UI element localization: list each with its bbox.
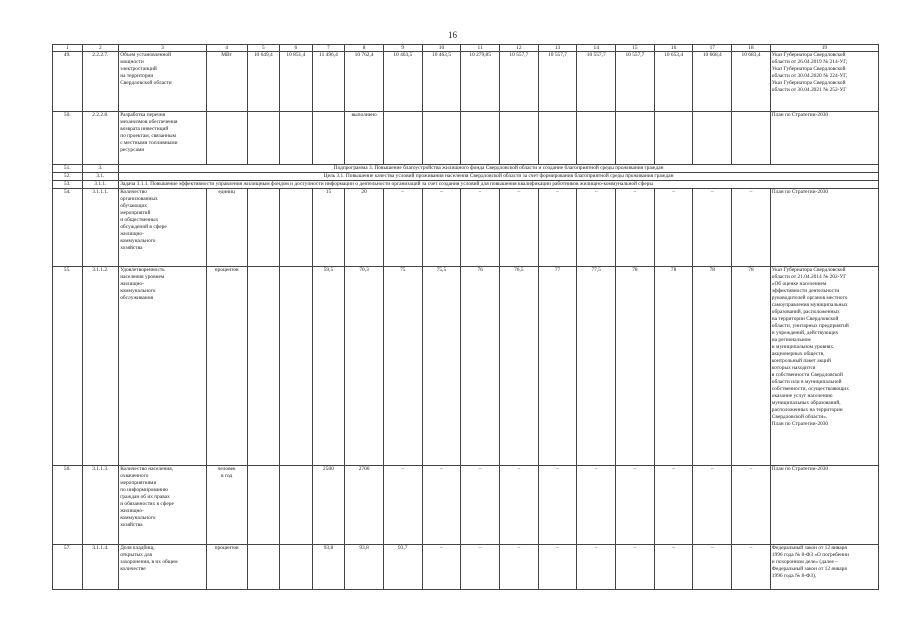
- value-cell: –: [577, 189, 616, 267]
- header-cell: 13: [538, 45, 577, 52]
- indicators-table: [52, 44, 879, 590]
- value-cell: 10 463,5: [422, 52, 461, 112]
- table-row: [53, 267, 879, 466]
- row-number: 49.: [53, 52, 83, 112]
- header-cell: 17: [693, 45, 732, 52]
- value-cell: –: [577, 545, 616, 590]
- header-cell: 8: [345, 45, 384, 52]
- value-cell: 78: [693, 267, 732, 466]
- value-cell: [247, 189, 280, 267]
- value-cell: –: [732, 466, 771, 545]
- source-cell: План по Стратегии-2030: [770, 189, 878, 267]
- header-cell: 12: [499, 45, 538, 52]
- value-cell: 2500: [312, 466, 345, 545]
- value-cell: 10 649,4: [247, 52, 280, 112]
- header-cell: 15: [616, 45, 655, 52]
- value-cell: –: [499, 189, 538, 267]
- indicator-name: Объем установленной мощности электростанций на территории Свердловской области: [119, 52, 207, 112]
- header-cell: 14: [577, 45, 616, 52]
- header-cell: 11: [461, 45, 500, 52]
- value-cell: [693, 112, 732, 165]
- row-code: 3.1.: [82, 173, 119, 181]
- table-row: [53, 189, 879, 267]
- unit: единиц: [206, 189, 247, 267]
- header-cell: 2: [82, 45, 119, 52]
- value-cell: [247, 112, 280, 165]
- value-cell: [461, 112, 500, 165]
- row-number: 56.: [53, 466, 83, 545]
- value-cell: 20: [345, 189, 384, 267]
- value-cell: 75: [383, 267, 422, 466]
- source-cell: Указ Губернатора Свердловской области от 21.04.2014 № 202-УГ «Об оценке населением эффективности деятельности руководителей органов местного самоуправления муниципальных образований, расположенных на территории Свердловской области, унитарных предприятий и учреждений, действующих на региональном и муниципальном уровнях, акционерных обществ, контрольный пакет акций которых находится в собственности Свердловской области или в муниципальной собственности, осуществляющих оказание услуг населению муниципальных образований, расположенных на территории Свердловской области». План по Стратегии-2030: [770, 267, 878, 466]
- row-code: 3.1.1.3.: [82, 466, 119, 545]
- header-cell: 4: [206, 45, 247, 52]
- value-cell: 10 557,7: [577, 52, 616, 112]
- value-cell: [538, 112, 577, 165]
- value-cell: 10 557,7: [538, 52, 577, 112]
- value-cell: 78: [654, 267, 693, 466]
- row-code: 3.: [82, 165, 119, 173]
- source-cell: План по Стратегии-2030: [770, 112, 878, 165]
- value-cell: –: [654, 545, 693, 590]
- value-cell: –: [499, 545, 538, 590]
- page-number: 16: [448, 30, 457, 40]
- section-row: [53, 181, 879, 189]
- value-cell: –: [461, 189, 500, 267]
- row-code: 3.1.1.2.: [82, 267, 119, 466]
- section-row: [53, 165, 879, 173]
- indicator-name: Разработка перечня механизмов обеспечения возврата инвестиций по проектам, связанным с местными топливными ресурсами: [119, 112, 207, 165]
- value-cell: выполнено: [345, 112, 384, 165]
- value-cell: 76: [461, 267, 500, 466]
- value-cell: [247, 466, 280, 545]
- unit: процентов: [206, 267, 247, 466]
- value-cell: –: [538, 189, 577, 267]
- value-cell: 78: [732, 267, 771, 466]
- value-cell: [280, 466, 313, 545]
- value-cell: [280, 545, 313, 590]
- value-cell: –: [616, 189, 655, 267]
- value-cell: [280, 112, 313, 165]
- value-cell: –: [422, 545, 461, 590]
- indicator-name: Удовлетворенность населения уровнем жилищно- коммунального обслуживания: [119, 267, 207, 466]
- value-cell: 93,8: [312, 545, 345, 590]
- header-cell: 18: [732, 45, 771, 52]
- row-code: 3.1.1.1.: [82, 189, 119, 267]
- goal-title: Цель 3.1. Повышение качества условий проживания населения Свердловской области за счет формирования благоприятной среды проживания граждан: [119, 173, 879, 181]
- row-number: 52.: [53, 173, 83, 181]
- value-cell: [422, 112, 461, 165]
- table-row: [53, 466, 879, 545]
- value-cell: 78: [616, 267, 655, 466]
- header-cell: 5: [247, 45, 280, 52]
- task-title: Задача 3.1.1. Повышение эффективности управления жилищным фондом и доступности информации о деятельности организаций за счет создания условий для повышения квалификации работников жилищно-коммунальной сферы: [119, 181, 879, 189]
- header-cell: 9: [383, 45, 422, 52]
- value-cell: [280, 189, 313, 267]
- indicator-name: Доля кладбищ, открытых для захоронения, в их общем количестве: [119, 545, 207, 590]
- value-cell: [247, 545, 280, 590]
- value-cell: –: [577, 466, 616, 545]
- source-cell: Указ Губернатора Свердловской области от 26.04.2019 № 214-УГ, Указ Губернатора Свердловской области от 30.04.2020 № 224-УГ, Указ Губернатора Свердловской области от 30.04.2021 № 252-УГ: [770, 52, 878, 112]
- value-cell: 10 557,7: [616, 52, 655, 112]
- value-cell: –: [383, 466, 422, 545]
- row-number: 53.: [53, 181, 83, 189]
- row-number: 51.: [53, 165, 83, 173]
- value-cell: 70,3: [345, 267, 384, 466]
- value-cell: –: [654, 189, 693, 267]
- row-code: 2.2.2.7.: [82, 52, 119, 112]
- header-row: [53, 45, 879, 52]
- value-cell: [312, 112, 345, 165]
- value-cell: –: [538, 545, 577, 590]
- table-row: [53, 112, 879, 165]
- value-cell: –: [422, 189, 461, 267]
- source-cell: План по Стратегии-2030: [770, 466, 878, 545]
- value-cell: 77: [538, 267, 577, 466]
- value-cell: [577, 112, 616, 165]
- value-cell: –: [693, 466, 732, 545]
- row-code: 2.2.2.8.: [82, 112, 119, 165]
- row-number: 55.: [53, 267, 83, 466]
- unit: процентов: [206, 545, 247, 590]
- value-cell: –: [499, 466, 538, 545]
- value-cell: 10 279,85: [461, 52, 500, 112]
- source-cell: Федеральный закон от 12 января 1996 года № 8-ФЗ «О погребении и похоронном деле» (далее – Федеральный закон от 12 января 1996 года № 8-ФЗ),: [770, 545, 878, 590]
- row-number: 54.: [53, 189, 83, 267]
- value-cell: –: [461, 545, 500, 590]
- value-cell: [654, 112, 693, 165]
- value-cell: [732, 112, 771, 165]
- value-cell: 10 762,4: [345, 52, 384, 112]
- row-code: 3.1.1.4.: [82, 545, 119, 590]
- header-cell: 3: [119, 45, 207, 52]
- value-cell: 93,8: [345, 545, 384, 590]
- value-cell: [280, 267, 313, 466]
- value-cell: –: [732, 189, 771, 267]
- subprogram-title: Подпрограмма 3. Повышение благоустройства жилищного фонда Свердловской области и создание благоприятной среды проживания граждан: [119, 165, 879, 173]
- value-cell: [247, 267, 280, 466]
- table-row: [53, 545, 879, 590]
- value-cell: 15: [312, 189, 345, 267]
- value-cell: 10 557,7: [499, 52, 538, 112]
- value-cell: 10 851,4: [280, 52, 313, 112]
- header-cell: 7: [312, 45, 345, 52]
- row-number: 57.: [53, 545, 83, 590]
- value-cell: –: [654, 466, 693, 545]
- value-cell: –: [693, 189, 732, 267]
- indicator-name: Количество организованных обучающих мероприятий и общественных обсуждений в сфере жилищно- коммунального хозяйства: [119, 189, 207, 267]
- value-cell: 77,5: [577, 267, 616, 466]
- value-cell: [499, 112, 538, 165]
- value-cell: [616, 112, 655, 165]
- row-code: 3.1.1.: [82, 181, 119, 189]
- value-cell: –: [693, 545, 732, 590]
- value-cell: [383, 112, 422, 165]
- value-cell: 10 683,4: [732, 52, 771, 112]
- row-number: 50.: [53, 112, 83, 165]
- header-cell: 16: [654, 45, 693, 52]
- value-cell: 10 653,4: [654, 52, 693, 112]
- header-cell: 10: [422, 45, 461, 52]
- unit: МВт: [206, 52, 247, 112]
- value-cell: –: [383, 189, 422, 267]
- value-cell: 59,5: [312, 267, 345, 466]
- value-cell: –: [422, 466, 461, 545]
- unit: человек в год: [206, 466, 247, 545]
- value-cell: 93,7: [383, 545, 422, 590]
- value-cell: –: [616, 545, 655, 590]
- value-cell: 76,5: [499, 267, 538, 466]
- value-cell: 2700: [345, 466, 384, 545]
- table-row: [53, 52, 879, 112]
- header-cell: 6: [280, 45, 313, 52]
- header-cell: 1: [53, 45, 83, 52]
- value-cell: –: [461, 466, 500, 545]
- header-cell: 19: [770, 45, 878, 52]
- value-cell: 10 668,4: [693, 52, 732, 112]
- value-cell: –: [732, 545, 771, 590]
- section-row: [53, 173, 879, 181]
- value-cell: 11 496,4: [312, 52, 345, 112]
- value-cell: –: [538, 466, 577, 545]
- value-cell: –: [616, 466, 655, 545]
- value-cell: 10 463,5: [383, 52, 422, 112]
- indicator-name: Количество населения, охваченного мероприятиями по информированию граждан об их правах и обязанностях в сфере жилищно- коммунального хозяйства: [119, 466, 207, 545]
- unit: [206, 112, 247, 165]
- value-cell: 75,5: [422, 267, 461, 466]
